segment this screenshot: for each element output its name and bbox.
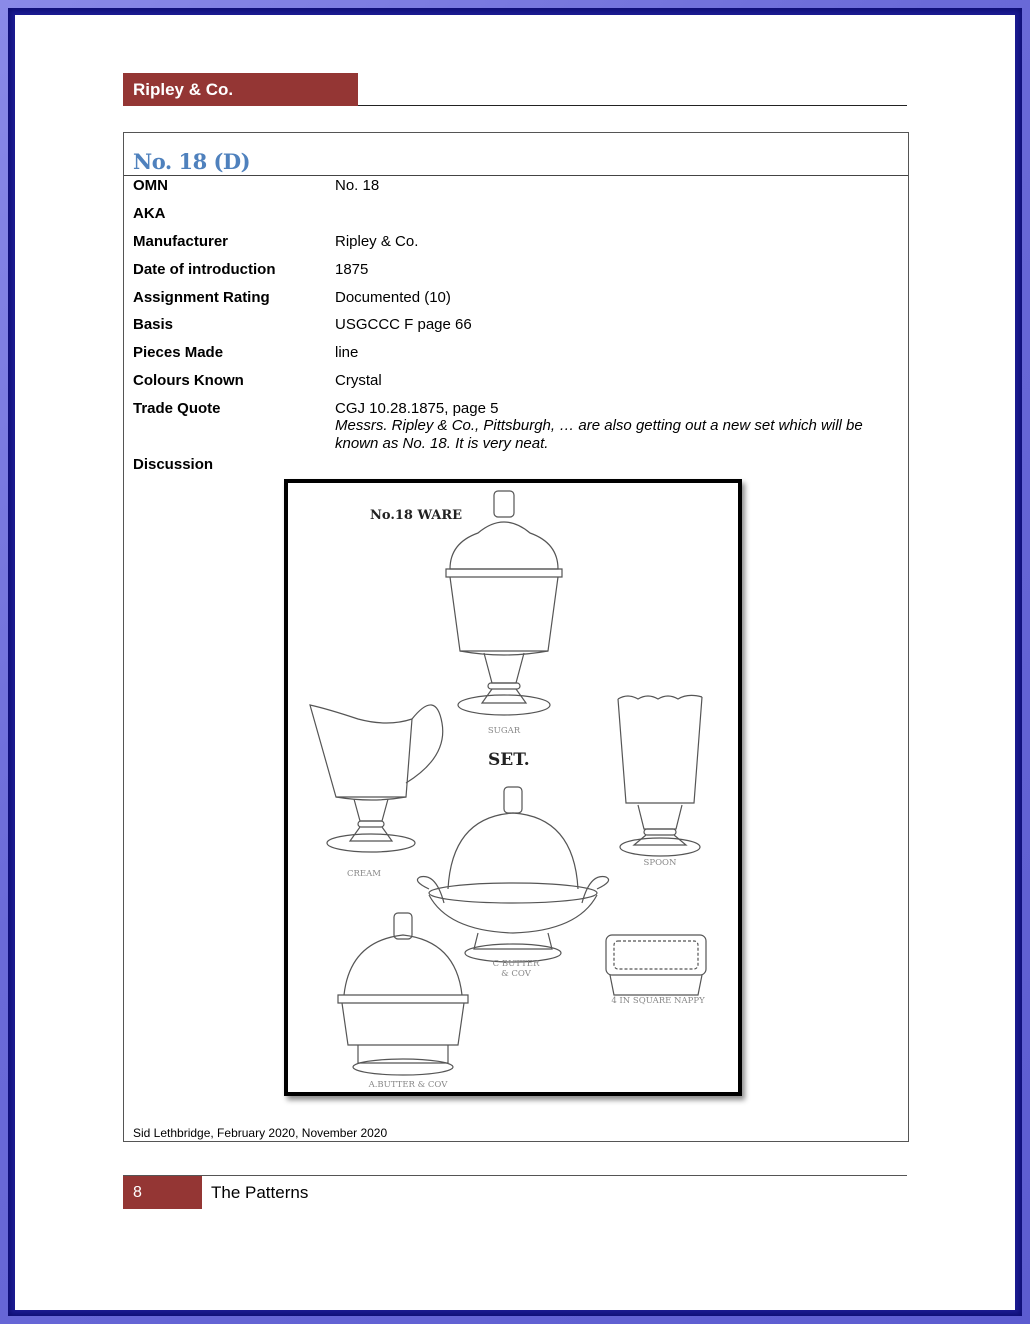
document-page	[15, 15, 1015, 1310]
trade-quote-text: Messrs. Ripley & Co., Pittsburgh, … are also getting out a new set which will be known as No. 18. It is very neat.	[335, 417, 863, 452]
illustration-set-label: SET.	[488, 750, 530, 770]
sugar-bowl-drawing	[446, 491, 562, 715]
square-nappy-drawing	[606, 935, 706, 995]
header-rule	[358, 105, 907, 106]
footer-page-number-bar	[123, 1176, 202, 1209]
trade-quote-source: CGJ 10.28.1875, page 5	[335, 400, 499, 417]
catalogue-illustration	[284, 479, 742, 1096]
cream-pitcher-drawing	[310, 705, 443, 852]
footer-section-title: The Patterns	[211, 1183, 309, 1202]
field-label: Basis	[133, 316, 174, 333]
field-label: Assignment Rating	[133, 289, 270, 306]
field-value: line	[335, 344, 359, 361]
field-label: Colours Known	[133, 372, 244, 389]
field-label: Pieces Made	[133, 344, 224, 361]
glassware-drawing	[288, 483, 738, 1092]
field-value	[335, 400, 895, 453]
spoon-holder-drawing	[618, 695, 702, 856]
field-label: OMN	[133, 177, 168, 194]
footer-page-number: 8	[133, 1184, 142, 1201]
c-butter-drawing	[417, 787, 608, 962]
caption-nappy: 4 IN SQUARE NAPPY	[611, 996, 705, 1006]
caption-cream: CREAM	[347, 869, 381, 879]
caption-sugar: SUGAR	[487, 726, 521, 736]
illustration-heading: No.18 WARE	[370, 508, 463, 523]
caption-c-butter-1: C BUTTER	[492, 959, 540, 969]
field-label: Trade Quote	[133, 400, 221, 417]
pattern-entry	[123, 132, 909, 1142]
author-signature: Sid Lethbridge, February 2020, November 2020	[133, 1126, 388, 1140]
header-company-bar	[123, 73, 358, 106]
field-value: No. 18	[335, 177, 380, 194]
a-butter-drawing	[338, 913, 468, 1075]
caption-c-butter-2: & COV	[501, 969, 531, 979]
field-value: Documented (10)	[335, 289, 451, 306]
field-value: Crystal	[335, 372, 382, 389]
field-label: Discussion	[133, 456, 214, 473]
field-label: Date of introduction	[133, 261, 276, 278]
header-company: Ripley & Co.	[133, 80, 234, 99]
field-value: USGCCC F page 66	[335, 316, 472, 333]
caption-a-butter: A.BUTTER & COV	[368, 1080, 448, 1090]
caption-spoon: SPOON	[643, 858, 677, 868]
field-label: AKA	[133, 205, 166, 222]
field-value: 1875	[335, 261, 369, 278]
title-rule	[124, 175, 908, 176]
field-value: Ripley & Co.	[335, 233, 419, 250]
pattern-title: No. 18 (D)	[133, 149, 251, 174]
field-label: Manufacturer	[133, 233, 229, 250]
